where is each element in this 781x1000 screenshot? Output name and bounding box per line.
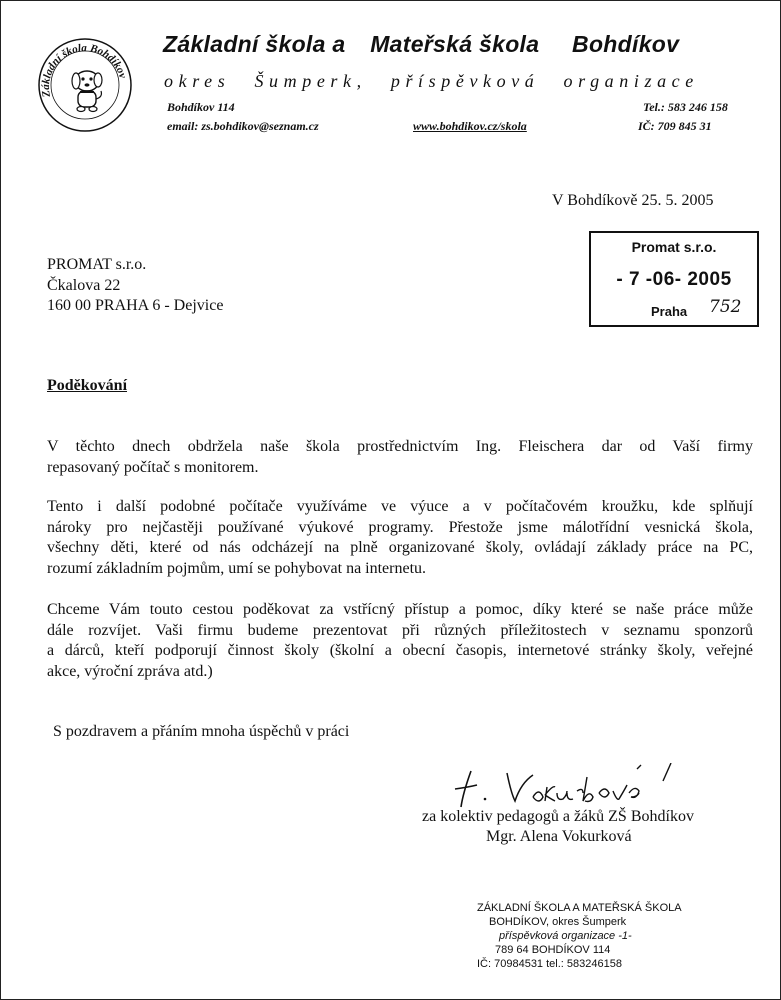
school-stamp-line-5: IČ: 70984531 tel.: 583246158 xyxy=(477,958,622,970)
school-ico: IČ: 709 845 31 xyxy=(638,119,712,133)
district-part-1: okres xyxy=(164,71,231,91)
received-stamp-number: 752 xyxy=(709,297,742,317)
school-stamp-line-4: 789 64 BOHDÍKOV 114 xyxy=(495,944,611,956)
received-stamp-date: - 7 -06- 2005 xyxy=(616,269,732,290)
received-stamp xyxy=(589,231,759,327)
recipient-company: PROMAT s.r.o. xyxy=(47,256,147,273)
paragraph-line: nároky pro nejčastěji používané výukové programy. Přestože jsme málotřídní vesnická škola, xyxy=(47,518,753,536)
paragraph-3 xyxy=(47,600,753,682)
school-email: email: zs.bohdikov@seznam.cz xyxy=(167,119,319,133)
school-name-part-3: Bohdíkov xyxy=(572,31,680,57)
school-logo xyxy=(37,37,133,133)
letter-subject: Poděkování xyxy=(47,377,128,394)
paragraph-line: akce, výroční zpráva atd.) xyxy=(47,662,213,680)
paragraph-2 xyxy=(47,497,753,579)
district-part-2: Šumperk, xyxy=(254,71,367,91)
district-part-4: organizace xyxy=(563,71,699,91)
letter-date: V Bohdíkově 25. 5. 2005 xyxy=(552,192,714,209)
signature-line-2: Mgr. Alena Vokurková xyxy=(486,828,632,845)
school-phone: Tel.: 583 246 158 xyxy=(643,100,728,114)
school-stamp xyxy=(477,901,682,971)
paragraph-line: a dárců, kteří podporují činnost školy (školní a obecní časopis, internetové stránky školy, veřejné xyxy=(47,642,753,659)
school-address: Bohdíkov 114 xyxy=(167,100,235,114)
handwritten-signature xyxy=(441,763,701,813)
svg-text:Základní škola Bohdíkov: Základní škola Bohdíkov xyxy=(39,42,129,98)
paragraph-line: rozumí základním pojmům, umí se pohybovat na internetu. xyxy=(47,559,427,577)
school-name xyxy=(163,31,679,58)
paragraph-line: Chceme Vám touto cestou poděkovat za vstřícný přístup a pomoc, díky které se naše práce může xyxy=(47,601,753,618)
paragraph-line: Tento i další podobné počítače využíváme ve výuce a v počítačovém kroužku, kde splňují xyxy=(47,498,753,515)
closing-greeting: S pozdravem a přáním mnoha úspěchů v práci xyxy=(53,723,350,740)
school-name-part-2: Mateřská škola xyxy=(370,31,540,57)
school-stamp-line-1: ZÁKLADNÍ ŠKOLA A MATEŘSKÁ ŠKOLA xyxy=(477,902,682,914)
recipient-city: 160 00 PRAHA 6 - Dejvice xyxy=(47,297,224,314)
received-stamp-city: Praha xyxy=(651,304,688,319)
paragraph-line: repasovaný počítač s monitorem. xyxy=(47,458,259,476)
school-name-part-1: Základní škola a xyxy=(163,31,346,57)
school-website-link[interactable]: www.bohdikov.cz/skola xyxy=(413,119,527,133)
paragraph-1 xyxy=(47,437,753,478)
received-stamp-company: Promat s.r.o. xyxy=(631,239,717,255)
school-stamp-line-2: BOHDÍKOV, okres Šumperk xyxy=(489,916,627,928)
recipient-street: Čkalova 22 xyxy=(47,277,121,294)
paragraph-line: všechny děti, které od nás odcházejí na plně organizované školy, ovládají základy práce na PC, xyxy=(47,539,753,556)
paragraph-line: dále rozvíjet. Vaši firmu budeme prezentovat při různých příležitostech v seznamu sponzorů xyxy=(47,621,753,639)
signature-line-1: za kolektiv pedagogů a žáků ZŠ Bohdíkov xyxy=(422,808,694,825)
district-line xyxy=(164,71,699,92)
school-stamp-line-3: příspěvková organizace -1- xyxy=(499,930,632,942)
paragraph-line: V těchto dnech obdržela naše škola prostřednictvím Ing. Fleischera dar od Vaší firmy xyxy=(47,438,753,455)
district-part-3: příspěvková xyxy=(390,71,540,91)
